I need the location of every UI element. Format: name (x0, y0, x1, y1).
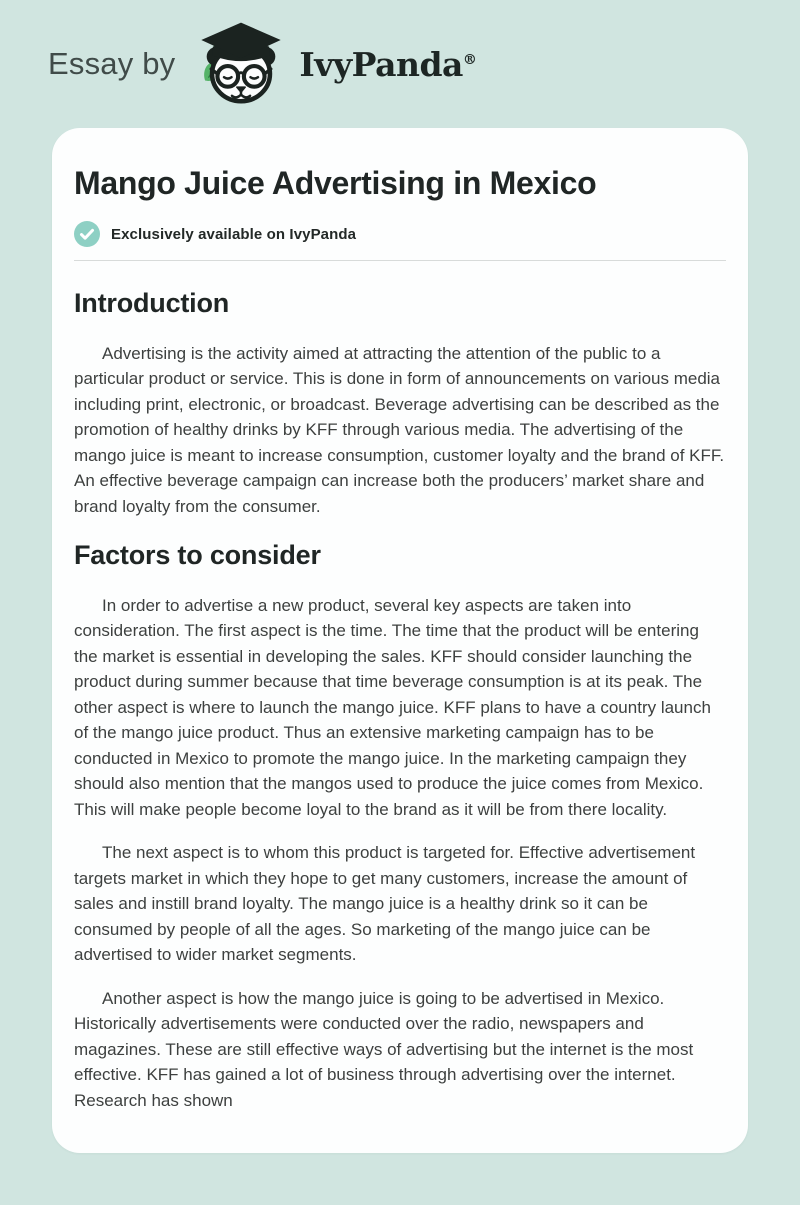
paragraph: Another aspect is how the mango juice is going to be advertised in Mexico. Historically advertisements were conducted over the radio, newspapers and magazines. These are still effective ways of advertising but the internet is the most effective. KFF has gained a lot of business through advertising over the internet. Research has shown (74, 988, 694, 1110)
section-heading-factors: Factors to consider (74, 540, 321, 571)
brand-name: IvyPanda (299, 44, 463, 84)
paragraph: The next aspect is to whom this product is targeted for. Effective advertisement targets market in which they hope to get many customers, increase the amount of sales and instill brand loyalty. The mango juice is a healthy drink so it can be consumed by people of all the ages. So marketing of the mango juice can be advertised to wider market segments. (74, 843, 696, 965)
paragraph: In order to advertise a new product, several key aspects are taken into consideration. The first aspect is the time. The time that the product will be entering the market is essential in developing the sales. KFF should consider launching the product during summer because that time beverage consumption is at its peak. The other aspect is where to launch the mango juice. KFF plans to have a country launch of the mango juice product. Thus an extensive marketing campaign has to be conducted in Mexico to promote the mango juice. In the marketing campaign they should also mention that the mangos used to produce the juice comes from Mexico. This will make people become loyal to the brand as it will be from there locality. (74, 595, 711, 819)
registered-mark: ® (462, 51, 477, 68)
essay-title: Mango Juice Advertising in Mexico (74, 165, 597, 201)
divider (74, 260, 726, 261)
bottom-spacer (0, 1153, 800, 1205)
exclusive-badge (74, 221, 726, 247)
paragraph: Advertising is the activity aimed at attracting the attention of the public to a particular product or service. This is done in form of announcements on various media including print, electronic, or broadcast. Beverage advertising can be described as the promotion of healthy drinks by KFF through various media. The advertising of the mango juice is meant to increase consumption, customer loyalty and the brand of KFF. An effective beverage campaign can increase both the producers’ market share and brand loyalty from the consumer. (74, 343, 725, 516)
section-introduction (74, 285, 726, 519)
check-icon (74, 221, 100, 247)
section-factors-to-consider (74, 537, 726, 1113)
section-heading-introduction: Introduction (74, 288, 230, 319)
essay-by-label: Essay by (48, 46, 176, 81)
brand-wordmark (299, 45, 476, 84)
essay-card (52, 128, 748, 1153)
site-header (0, 0, 800, 128)
exclusive-note: Exclusively available on IvyPanda (111, 225, 357, 243)
ivypanda-panda-logo-icon (191, 21, 299, 107)
